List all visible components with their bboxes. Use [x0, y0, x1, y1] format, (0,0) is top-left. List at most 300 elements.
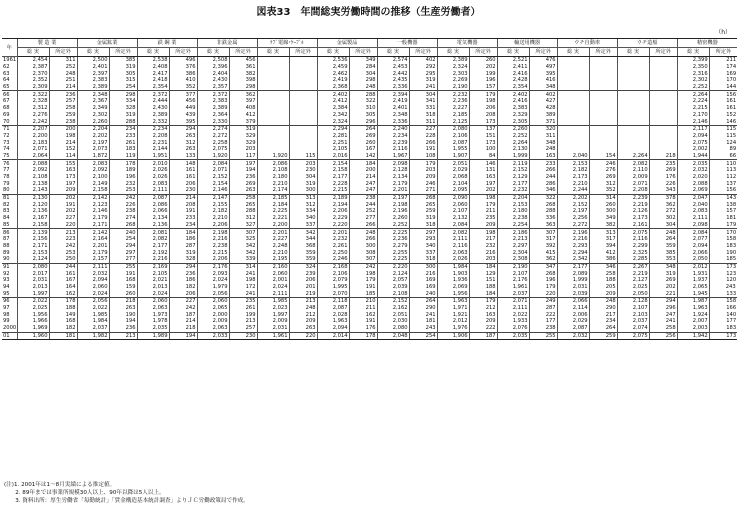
overtime-cell: 317: [529, 236, 557, 243]
overtime-cell: 352: [169, 84, 197, 91]
total-hours-cell: 2,076: [497, 325, 529, 332]
overtime-cell: 269: [589, 174, 617, 181]
total-hours-cell: 2,399: [677, 57, 709, 64]
overtime-cell: 342: [229, 243, 257, 250]
overtime-cell: 398: [229, 77, 257, 84]
total-hours-cell: 2,069: [677, 187, 709, 194]
overtime-cell: 201: [289, 284, 317, 291]
overtime-cell: 211: [349, 305, 377, 312]
total-hours-cell: 2,082: [437, 229, 469, 236]
overtime-cell: 184: [469, 263, 497, 270]
overtime-cell: [649, 70, 677, 77]
total-hours-cell: 2,082: [617, 160, 649, 167]
total-hours-cell: 2,246: [317, 256, 349, 263]
overtime-cell: 120: [709, 277, 737, 284]
total-hours-cell: 2,160: [257, 263, 289, 270]
overtime-cell: 170: [709, 229, 737, 236]
overtime-cell: 198: [349, 270, 377, 277]
year-cell: 80: [3, 187, 10, 194]
total-hours-cell: 2,153: [557, 160, 589, 167]
overtime-cell: 240: [109, 229, 137, 236]
industry-header: 金属鉱業: [77, 39, 137, 48]
year-cell: 98: [3, 311, 10, 318]
total-hours-cell: 2,080: [377, 325, 409, 332]
overtime-cell: 129: [469, 270, 497, 277]
overtime-cell: 216: [469, 249, 497, 256]
total-hours-cell: 2,201: [317, 229, 349, 236]
total-hours-cell: 2,232: [437, 91, 469, 98]
overtime-cell: 410: [169, 77, 197, 84]
table-row: [2, 243, 737, 250]
total-hours-cell: 2,453: [377, 64, 409, 71]
overtime-cell: 179: [469, 298, 497, 305]
overtime-cell: 325: [229, 236, 257, 243]
overtime-cell: 166: [709, 305, 737, 312]
total-hours-cell: 2,003: [677, 325, 709, 332]
total-hours-header: 総 実: [497, 48, 529, 57]
overtime-cell: [289, 57, 317, 64]
overtime-cell: 456: [229, 57, 257, 64]
overtime-cell: 178: [109, 160, 137, 167]
overtime-cell: 310: [349, 105, 377, 112]
table-row: [2, 201, 737, 208]
total-hours-cell: 2,342: [557, 256, 589, 263]
total-hours-cell: 2,022: [17, 298, 49, 305]
overtime-cell: 412: [229, 112, 257, 119]
total-hours-cell: 2,154: [317, 160, 349, 167]
total-hours-cell: 2,025: [17, 305, 49, 312]
year-cell: 76: [2, 160, 17, 167]
overtime-cell: 108: [409, 153, 437, 160]
total-hours-cell: 1,963: [437, 298, 469, 305]
total-hours-cell: 2,106: [317, 270, 349, 277]
total-hours-cell: 2,152: [557, 201, 589, 208]
total-hours-cell: 2,274: [197, 125, 229, 132]
overtime-cell: [589, 118, 617, 125]
total-hours-cell: 2,128: [377, 167, 409, 174]
total-hours-cell: 2,066: [137, 208, 169, 215]
total-hours-cell: 2,013: [17, 284, 49, 291]
total-hours-cell: 2,204: [497, 194, 529, 201]
total-hours-cell: 2,459: [317, 64, 349, 71]
overtime-cell: 392: [529, 243, 557, 250]
overtime-cell: 329: [229, 139, 257, 146]
overtime-cell: 258: [649, 325, 677, 332]
total-hours-cell: 2,092: [77, 167, 109, 174]
total-hours-cell: 2,130: [17, 194, 49, 201]
overtime-cell: 208: [169, 201, 197, 208]
overtime-cell: 148: [169, 160, 197, 167]
overtime-cell: 312: [169, 139, 197, 146]
total-hours-cell: 2,056: [77, 298, 109, 305]
total-hours-cell: 2,051: [377, 311, 409, 318]
overtime-cell: 159: [109, 284, 137, 291]
overtime-cell: [649, 84, 677, 91]
total-hours-cell: 2,060: [257, 270, 289, 277]
total-hours-cell: 2,182: [197, 208, 229, 215]
overtime-cell: 242: [169, 305, 197, 312]
total-hours-cell: 2,322: [17, 91, 49, 98]
total-hours-cell: 2,227: [437, 105, 469, 112]
overtime-cell: 211: [709, 57, 737, 64]
total-hours-cell: [557, 139, 589, 146]
total-hours-cell: 2,171: [17, 243, 49, 250]
overtime-cell: 182: [49, 325, 77, 332]
industry-header: 非鉄金属: [197, 39, 257, 48]
overtime-cell: 288: [529, 208, 557, 215]
overtime-cell: [289, 118, 317, 125]
total-hours-cell: 2,179: [377, 180, 409, 187]
overtime-cell: 210: [349, 298, 377, 305]
total-hours-cell: 2,325: [617, 249, 649, 256]
overtime-cell: 218: [169, 325, 197, 332]
total-hours-cell: 2,152: [497, 167, 529, 174]
year-cell: 95: [3, 290, 10, 297]
year-cell: 94: [3, 284, 10, 291]
overtime-cell: 198: [229, 277, 257, 284]
total-hours-cell: 2,216: [197, 236, 229, 243]
table-row: [2, 222, 737, 229]
year-cell: 75: [3, 152, 10, 159]
overtime-cell: 346: [589, 263, 617, 270]
total-hours-cell: 2,364: [197, 112, 229, 119]
total-hours-cell: 2,119: [497, 160, 529, 167]
overtime-cell: 260: [349, 139, 377, 146]
overtime-cell: [589, 77, 617, 84]
total-hours-cell: 2,252: [377, 222, 409, 229]
total-hours-cell: 2,063: [137, 305, 169, 312]
overtime-cell: 196: [109, 174, 137, 181]
total-hours-cell: 2,068: [437, 174, 469, 181]
overtime-cell: 158: [709, 298, 737, 305]
overtime-cell: 319: [229, 125, 257, 132]
total-hours-cell: 2,231: [137, 139, 169, 146]
overtime-cell: 428: [529, 105, 557, 112]
total-hours-cell: 2,120: [17, 201, 49, 208]
total-hours-cell: 2,170: [677, 112, 709, 119]
total-hours-cell: 2,202: [557, 194, 589, 201]
total-hours-cell: 2,174: [257, 187, 289, 194]
overtime-cell: 218: [649, 153, 677, 160]
total-hours-cell: 2,190: [437, 84, 469, 91]
total-hours-cell: [557, 125, 589, 132]
total-hours-cell: 2,208: [137, 133, 169, 140]
overtime-cell: [649, 57, 677, 64]
table-row: [2, 263, 737, 270]
industry-header: 製 造 業: [17, 39, 77, 48]
total-hours-cell: 2,088: [677, 180, 709, 187]
overtime-cell: 194: [229, 167, 257, 174]
table-row: [2, 194, 737, 201]
overtime-cell: 263: [289, 325, 317, 332]
table-row: [2, 215, 737, 222]
overtime-cell: 268: [109, 222, 137, 229]
total-hours-cell: [617, 91, 649, 98]
year-cell: 62: [3, 64, 10, 71]
table-row: [2, 153, 737, 160]
total-hours-cell: 2,033: [197, 332, 229, 340]
overtime-cell: 133: [169, 153, 197, 160]
total-hours-cell: 2,016: [317, 153, 349, 160]
total-hours-cell: 2,206: [317, 208, 349, 215]
overtime-header: 所定外: [49, 48, 77, 57]
overtime-cell: 322: [349, 98, 377, 105]
overtime-cell: 317: [589, 236, 617, 243]
overtime-cell: 161: [49, 270, 77, 277]
unit-label: （h）: [715, 29, 731, 36]
overtime-cell: 376: [169, 64, 197, 71]
table-row: [2, 77, 737, 84]
total-hours-cell: 1,944: [677, 153, 709, 160]
total-hours-cell: [257, 77, 289, 84]
total-hours-header: 総 実: [437, 48, 469, 57]
overtime-cell: 137: [469, 125, 497, 132]
total-hours-cell: 2,180: [497, 208, 529, 215]
total-hours-cell: 2,402: [497, 91, 529, 98]
overtime-cell: 304: [409, 91, 437, 98]
overtime-cell: [289, 133, 317, 140]
total-hours-cell: 2,009: [197, 318, 229, 325]
total-hours-cell: [617, 112, 649, 119]
total-hours-cell: 2,152: [377, 298, 409, 305]
overtime-cell: 198: [469, 229, 497, 236]
overtime-cell: 181: [709, 215, 737, 222]
total-hours-cell: 1,995: [317, 284, 349, 291]
total-hours-cell: 2,022: [497, 311, 529, 318]
overtime-cell: 213: [49, 229, 77, 236]
table-row: [2, 64, 737, 71]
overtime-cell: 248: [529, 146, 557, 153]
total-hours-cell: 2,035: [497, 332, 529, 340]
table-row: [2, 311, 737, 318]
total-hours-cell: 1,979: [197, 284, 229, 291]
overtime-cell: [649, 133, 677, 140]
overtime-cell: [289, 112, 317, 119]
total-hours-cell: 2,071: [617, 180, 649, 187]
overtime-cell: 362: [649, 201, 677, 208]
overtime-cell: 266: [409, 139, 437, 146]
total-hours-cell: 2,229: [317, 215, 349, 222]
total-hours-cell: 2,402: [317, 91, 349, 98]
table-row: [2, 305, 737, 312]
overtime-header: 所定外: [709, 48, 737, 57]
total-hours-cell: 2,430: [137, 105, 169, 112]
total-hours-cell: 2,258: [197, 139, 229, 146]
overtime-cell: 311: [409, 118, 437, 125]
total-hours-cell: 2,215: [677, 105, 709, 112]
overtime-cell: 322: [529, 194, 557, 201]
overtime-cell: 328: [169, 256, 197, 263]
total-hours-cell: 2,267: [617, 263, 649, 270]
total-hours-header: 総 実: [557, 48, 589, 57]
overtime-cell: 371: [529, 118, 557, 125]
overtime-cell: 378: [649, 194, 677, 201]
overtime-cell: 377: [169, 91, 197, 98]
total-hours-cell: 2,020: [677, 174, 709, 181]
overtime-cell: 308: [349, 249, 377, 256]
total-hours-cell: 2,328: [17, 98, 49, 105]
overtime-cell: 202: [469, 64, 497, 71]
total-hours-cell: 1,960: [17, 332, 49, 340]
overtime-header: 所定外: [289, 48, 317, 57]
overtime-cell: 288: [109, 118, 137, 125]
total-hours-cell: 2,342: [317, 112, 349, 119]
total-hours-cell: 2,195: [257, 256, 289, 263]
overtime-cell: [589, 98, 617, 105]
total-hours-cell: 1,920: [197, 153, 229, 160]
total-hours-cell: 2,419: [377, 98, 409, 105]
total-hours-cell: 2,281: [317, 133, 349, 140]
overtime-cell: 261: [229, 305, 257, 312]
total-hours-cell: 1,999: [497, 153, 529, 160]
total-hours-cell: 2,012: [677, 263, 709, 270]
total-hours-cell: [617, 125, 649, 132]
overtime-cell: 268: [409, 194, 437, 201]
total-hours-cell: 1,969: [17, 325, 49, 332]
total-hours-cell: 2,142: [77, 194, 109, 201]
overtime-cell: 402: [529, 91, 557, 98]
overtime-cell: 259: [409, 208, 437, 215]
overtime-cell: 334: [109, 98, 137, 105]
overtime-cell: 157: [709, 208, 737, 215]
total-hours-cell: 2,252: [497, 133, 529, 140]
total-hours-cell: 2,219: [617, 270, 649, 277]
overtime-cell: 256: [649, 332, 677, 340]
overtime-cell: 233: [529, 160, 557, 167]
overtime-cell: 368: [289, 243, 317, 250]
total-hours-cell: 2,098: [377, 160, 409, 167]
total-hours-cell: 2,155: [197, 201, 229, 208]
overtime-cell: 337: [289, 222, 317, 229]
total-hours-cell: 2,064: [17, 153, 49, 160]
overtime-cell: 340: [409, 243, 437, 250]
overtime-cell: 385: [649, 249, 677, 256]
total-hours-cell: 2,508: [197, 57, 229, 64]
overtime-cell: 124: [709, 139, 737, 146]
industry-header: 金属製品: [317, 39, 377, 48]
total-hours-cell: [257, 139, 289, 146]
total-hours-cell: 2,156: [17, 236, 49, 243]
total-hours-cell: 2,349: [77, 105, 109, 112]
table-row: [2, 91, 737, 98]
total-hours-cell: 2,107: [437, 208, 469, 215]
total-hours-cell: 2,031: [257, 325, 289, 332]
total-hours-cell: 1,987: [677, 298, 709, 305]
overtime-cell: 327: [229, 222, 257, 229]
table-row: [2, 139, 737, 146]
overtime-cell: 241: [229, 290, 257, 297]
total-hours-cell: 2,152: [197, 174, 229, 181]
total-hours-cell: 2,084: [197, 160, 229, 167]
total-hours-cell: 1,976: [437, 325, 469, 332]
overtime-cell: 304: [349, 70, 377, 77]
overtime-cell: 397: [229, 98, 257, 105]
overtime-cell: 286: [529, 180, 557, 187]
total-hours-cell: 2,574: [377, 57, 409, 64]
industry-header: 輸送用機器: [497, 39, 557, 48]
footnote: 3. 資料出所：厚生労働省「毎勤統計」「賃金構造基本統計調査」よりＪＣ労働政策局で作成。: [4, 498, 249, 505]
overtime-cell: 84: [469, 153, 497, 160]
total-hours-cell: 2,108: [257, 167, 289, 174]
total-hours-cell: 2,368: [317, 84, 349, 91]
overtime-cell: 220: [49, 222, 77, 229]
overtime-cell: 300: [289, 187, 317, 194]
overtime-cell: 339: [229, 256, 257, 263]
total-hours-cell: 2,302: [677, 77, 709, 84]
year-cell: 64: [3, 77, 10, 84]
total-hours-cell: 1,999: [557, 277, 589, 284]
total-hours-cell: [557, 112, 589, 119]
overtime-cell: 261: [109, 139, 137, 146]
year-cell: 79: [3, 180, 10, 187]
total-hours-cell: 2,167: [17, 215, 49, 222]
total-hours-cell: 2,389: [137, 112, 169, 119]
total-hours-cell: 2,075: [617, 332, 649, 340]
overtime-cell: 347: [529, 263, 557, 270]
year-cell: 93: [3, 277, 10, 284]
overtime-cell: 238: [349, 194, 377, 201]
total-hours-cell: 2,153: [497, 201, 529, 208]
overtime-cell: 258: [229, 194, 257, 201]
overtime-cell: 288: [349, 91, 377, 98]
total-hours-cell: 2,106: [437, 133, 469, 140]
total-hours-cell: 2,024: [137, 290, 169, 297]
total-hours-cell: 2,088: [17, 160, 49, 167]
total-hours-cell: 2,123: [77, 201, 109, 208]
overtime-cell: 293: [409, 236, 437, 243]
table-row: [2, 284, 737, 291]
total-hours-cell: 2,116: [377, 146, 409, 153]
total-hours-cell: 2,164: [77, 236, 109, 243]
total-hours-cell: 2,196: [557, 229, 589, 236]
total-hours-cell: 2,183: [17, 139, 49, 146]
industry-header: 精密機器: [677, 39, 737, 48]
sub-header-row: [2, 48, 737, 57]
total-hours-cell: 2,294: [317, 125, 349, 132]
total-hours-cell: 2,100: [77, 174, 109, 181]
overtime-cell: 253: [109, 187, 137, 194]
overtime-cell: 209: [49, 187, 77, 194]
table-row: [2, 84, 737, 91]
overtime-cell: 302: [649, 215, 677, 222]
overtime-cell: 307: [349, 256, 377, 263]
total-hours-cell: 2,216: [557, 236, 589, 243]
overtime-cell: 248: [349, 229, 377, 236]
overtime-cell: 222: [469, 325, 497, 332]
overtime-cell: 274: [109, 215, 137, 222]
industry-header: 一般機器: [377, 39, 437, 48]
total-hours-cell: 2,001: [257, 277, 289, 284]
overtime-cell: 314: [229, 263, 257, 270]
overtime-cell: [589, 91, 617, 98]
overtime-cell: 348: [529, 139, 557, 146]
hours-table: [2, 38, 737, 340]
overtime-cell: [289, 91, 317, 98]
overtime-cell: 456: [169, 98, 197, 105]
overtime-cell: 307: [229, 229, 257, 236]
total-hours-cell: 1,966: [17, 318, 49, 325]
total-hours-cell: 2,146: [677, 118, 709, 125]
overtime-cell: 268: [529, 201, 557, 208]
total-hours-cell: 2,084: [437, 222, 469, 229]
total-hours-cell: 2,002: [677, 146, 709, 153]
industry-header: ウチ造船: [617, 39, 677, 48]
total-hours-cell: 2,383: [77, 77, 109, 84]
total-hours-cell: [617, 146, 649, 153]
total-hours-cell: 2,418: [137, 77, 169, 84]
total-hours-cell: 2,024: [257, 284, 289, 291]
total-hours-cell: 2,185: [257, 194, 289, 201]
